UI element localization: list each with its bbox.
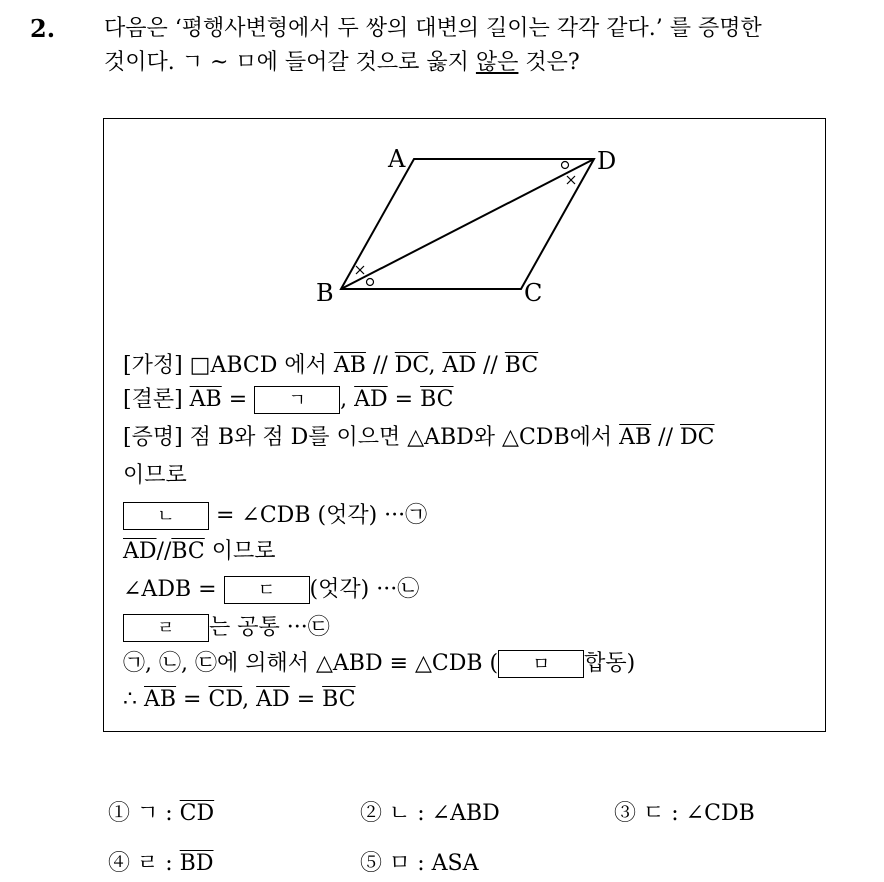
seg-dc: $\overline{DC}$ <box>680 425 715 450</box>
choice-separator: : <box>158 801 180 826</box>
choice-separator: : <box>410 801 432 826</box>
comma: , <box>242 687 257 712</box>
blank-box-4: ㄹ <box>123 614 209 642</box>
choice-separator: : <box>664 801 686 826</box>
choice-5[interactable] <box>360 846 479 877</box>
vertex-label-a: A <box>388 145 406 173</box>
parallel-sign: // <box>651 425 680 450</box>
choice-separator: : <box>410 851 432 876</box>
angle-mark-cross-b <box>356 266 364 274</box>
proof-label: [증명] 점 B와 점 D를 이으면 △ABD와 △CDB에서 <box>123 425 620 450</box>
seg-bc: $\overline{BC}$ <box>322 687 356 712</box>
therefore-sign: ∴ <box>123 687 144 712</box>
question-text-post: 것은? <box>518 50 580 75</box>
seg-ab: $\overline{AB}$ <box>333 353 366 378</box>
choice-value: $\overline{CD}$ <box>179 801 215 826</box>
proof-line-alt-angle-1 <box>123 501 427 531</box>
proof-line-alt-angle-2 <box>123 575 419 605</box>
comma: , <box>340 387 355 412</box>
parallelogram-figure <box>304 139 664 319</box>
therefore-text: 이므로 <box>204 539 276 564</box>
seg-ab: $\overline{AB}$ <box>619 425 652 450</box>
seg-cd: $\overline{CD}$ <box>208 687 243 712</box>
conclusion-label: [결론] <box>123 387 190 412</box>
parallel-sign: // <box>365 353 395 378</box>
question-text-line2 <box>104 48 580 78</box>
seg-ab: $\overline{AB}$ <box>144 687 177 712</box>
seg-bc: $\overline{BC}$ <box>171 539 205 564</box>
proof-hypothesis <box>123 351 538 381</box>
proof-line-common <box>123 613 330 643</box>
choice-key: ㄷ <box>643 801 665 826</box>
blank-box-5: ㅁ <box>498 650 584 678</box>
common-text: 는 공통 ···㉢ <box>209 615 330 640</box>
blank-box-1: ㄱ <box>254 386 340 414</box>
seg-ad: $\overline{AD}$ <box>442 353 476 378</box>
hypothesis-label: [가정] <box>123 353 190 378</box>
alt-angle-1-text: = ∠CDB (엇각) ···㉠ <box>209 503 428 528</box>
quad-abcd: □ABCD 에서 <box>189 353 334 378</box>
seg-bc: $\overline{BC}$ <box>504 353 539 378</box>
question-text-line1: 다음은 ‘평행사변형에서 두 쌍의 대변의 길이는 각각 같다.’ 를 증명한 <box>104 16 762 41</box>
choice-number: ① <box>108 801 137 826</box>
vertex-label-c: C <box>524 279 543 307</box>
angle-adb: ∠ADB = <box>123 577 224 602</box>
choice-key: ㄱ <box>137 801 159 826</box>
question-text-pre: 것이다. ㄱ ~ ㅁ에 들어갈 것으로 옳지 <box>104 50 476 75</box>
choice-key: ㅁ <box>389 851 411 876</box>
choice-number: ③ <box>614 801 643 826</box>
choice-number: ② <box>360 801 389 826</box>
equals-sign: = <box>289 687 323 712</box>
equals-sign: = <box>387 387 421 412</box>
seg-ab: $\overline{AB}$ <box>189 387 222 412</box>
choice-number: ④ <box>108 851 137 876</box>
blank-box-3: ㄷ <box>224 576 310 604</box>
seg-dc: $\overline{DC}$ <box>394 353 429 378</box>
choice-3[interactable] <box>614 796 755 827</box>
angle-mark-circle-d <box>562 162 569 169</box>
choice-key: ㄴ <box>389 801 411 826</box>
equals-sign: = <box>221 387 255 412</box>
proof-line-congruence <box>123 649 635 679</box>
proof-step-intro <box>123 423 714 453</box>
diagonal-bd <box>341 159 594 289</box>
seg-ad: $\overline{AD}$ <box>354 387 388 412</box>
vertex-label-b: B <box>316 279 334 307</box>
vertex-label-d: D <box>597 147 617 175</box>
choice-separator: : <box>158 851 180 876</box>
choice-value: $\overline{BD}$ <box>179 851 214 876</box>
proof-line-parallel <box>123 537 276 567</box>
proof-line-therefore: 이므로 <box>123 463 187 488</box>
parallel-sign: // <box>475 353 505 378</box>
parallel-sign: // <box>156 539 172 564</box>
choice-number: ⑤ <box>360 851 389 876</box>
congruence-suffix: 합동) <box>584 651 636 676</box>
question-number: 2. <box>30 14 56 43</box>
choice-key: ㄹ <box>137 851 159 876</box>
choice-2[interactable] <box>360 796 500 827</box>
proof-frame <box>103 118 826 732</box>
blank-box-2: ㄴ <box>123 502 209 530</box>
choice-1[interactable] <box>108 796 214 827</box>
comma: , <box>428 353 443 378</box>
angle-mark-circle-b <box>367 279 374 286</box>
congruence-text: ㉠, ㉡, ㉢에 의해서 △ABD ≡ △CDB ( <box>123 651 499 676</box>
angle-mark-cross-d <box>567 176 575 184</box>
equals-sign: = <box>176 687 209 712</box>
question-underlined-word: 않은 <box>475 50 519 75</box>
seg-ad: $\overline{AD}$ <box>123 539 157 564</box>
proof-conclusion <box>123 385 454 415</box>
alt-angle-2-text: (엇각) ···㉡ <box>309 577 420 602</box>
choice-value: ASA <box>431 851 479 876</box>
proof-line-result <box>123 685 356 715</box>
seg-bc: $\overline{BC}$ <box>420 387 454 412</box>
choice-value: ∠CDB <box>685 801 755 826</box>
choice-value: ∠ABD <box>431 801 500 826</box>
choice-4[interactable] <box>108 846 213 877</box>
seg-ad: $\overline{AD}$ <box>256 687 290 712</box>
